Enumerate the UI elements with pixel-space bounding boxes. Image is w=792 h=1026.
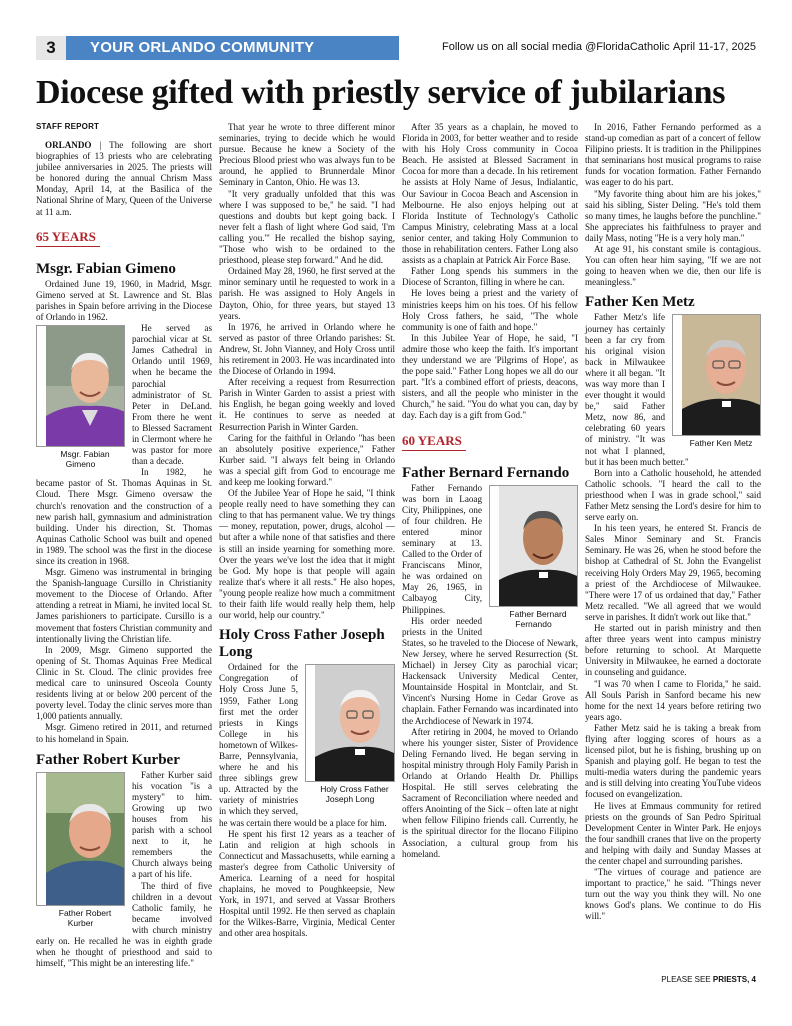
metz-caption: Father Ken Metz: [689, 438, 753, 449]
portrait-fernando: [499, 486, 578, 607]
continuation-target: PRIESTS, 4: [712, 975, 756, 984]
byline: STAFF REPORT: [36, 122, 100, 131]
gimeno-caption: Msgr. Fabian Gimeno: [60, 449, 110, 470]
fernando-caption: Father Bernard Fernando: [509, 608, 567, 629]
portrait-metz: [682, 315, 761, 436]
column-1: STAFF REPORT ORLANDO | The following are short biographies of 13 priests who are celebrating jubilee anniversaries in 2025. The priests will be honored during the annual Chrism Mass Monday, April 14, at the Basilica of the National Shrine of Mary, Queen of the Universe at 11 a.m. 65 YEARS Msgr. Fabian Gimeno Ordained June 19, 1960, in Madrid, Msgr. Gimeno served at St. Lawrence and St. Blas parishes in Spain before arriving in the Diocese of Orlando in 1962. Msgr. Fabian Gimeno He served as parochial vicar at St. James Cathedral in Orlando until 1969, when he became the parochial administrator of St. Peter in DeLand. From there he went to Blessed Sacrament in Clermont where he was pastor for more than a decade. In 1982, he became pastor of St. Thomas Aquinas in St. Cloud. There Msgr. Gimeno oversaw the church's renovation and the construction of a new parish hall, gymnasium and administration building. Under his direction, St. Thomas Aquinas Catholic School was built and opened in 1989. The school was the first in the diocese since its creation in 1968. Msgr. Gimeno was instrumental in bringing the Spanish-language Cursillo in Christianity movement to the Diocese of Orlando. After attending a retreat in Miami, he invited local St. James parishioners to participate. Cursillo is a movement that fosters Christian community and intentionally living the Christian life. In 2009, Msgr. Gimeno supported the opening of St. Thomas Aquinas Free Medical Clinic in St. Cloud. The clinic provides free medical care to uninsured Osceola County residents living at or below 200 percent of the poverty level. Today the clinic serves more than 1,000 patients annually. Msgr. Gimeno retired in 2011, and returned to his homeland in Spain. Father Robert Kurber Father Robert Kurber Father Kurber said his vocation "is a mystery" to him. Growing up two houses from his parish with a school next to it, he remembers the Church always being a part of his life. The third of five children in a devout Catholic family, he became involved with church ministry early on. He recalled he was in eighth grade when he thought of priesthood and said to himself, "This might be an interesting life.": [36, 122, 213, 969]
page-number: 3: [36, 36, 66, 60]
years-65-heading: 65 YEARS: [36, 229, 100, 247]
long-caption: Holy Cross Father Joseph Long: [320, 784, 389, 805]
metz-photo: [672, 314, 761, 448]
portrait-long: [315, 665, 395, 782]
dateline: ORLANDO: [45, 140, 92, 150]
issue-date: April 11-17, 2025: [673, 41, 756, 53]
page-header: [36, 36, 756, 60]
social-follow: Follow us on all social media @FloridaCatholic: [442, 41, 670, 53]
long-photo: [305, 664, 395, 804]
metz-name: Father Ken Metz: [585, 294, 695, 311]
continuation-line: PLEASE SEE PRIESTS, 4: [661, 975, 756, 984]
kurber-name: Father Robert Kurber: [36, 751, 180, 768]
gimeno-name: Msgr. Fabian Gimeno: [36, 260, 176, 277]
portrait-gimeno: [46, 326, 125, 447]
headline: Diocese gifted with priestly service of jubilarians: [36, 74, 726, 111]
kurber-caption: Father Robert Kurber: [58, 907, 112, 928]
long-name: Holy Cross Father Joseph Long: [219, 627, 385, 661]
intro: ORLANDO | The following are short biographies of 13 priests who are celebrating jubilee anniversaries in 2025. The priests will be honored during the annual Chrism Mass Monday, April 14, at the Basilica of the National Shrine of Mary, Queen of the Universe at 11 a.m.: [36, 140, 213, 217]
column-4: In 2016, Father Fernando performed as a stand-up comedian as part of a concert of fellow Filipino priests. It is tradition in the Philippines that seminarians host musical programs to raise funds for vocation formation. Father Fernando was eager to do his part. "My favorite thing about him are his jokes," said his sibling, Sister Deling. "He's told them so many times, he laughs before the punchline." She appreciates his faithfulness to prayer and daily Mass, noting "He is a very holy man." At age 91, his constant smile is contagious. You can often hear him saying, "If we are not going to heaven when we die, then our life is meaningless." Father Ken Metz Father Ken Metz Father Metz's life journey has certainly been a far cry from his original vision back in Milwaukee where it all began. "It was way more than I ever thought it would be," said Father Metz, now 86, and celebrating 60 years of ministry. "It was not what I planned, but it has been much better." Born into a Catholic household, he attended Catholic schools. "I heard the call to the priesthood when I was in grade school," said Father Metz sensing the Lord's desire for him to serve early on. In his teen years, he entered St. Francis de Sales Minor Seminary and St. Francis Seminary. He was 26, when he stood before the bishop at Cathedral of St. John the Evangelist receiving Holy Orders May 29, 1965, becoming a priest of the Archdiocese of Milwaukee. "There were 17 of us ordained that day," Father Metz recalled. "We all agreed that we would serve in parishes. It didn't work out like that." He started out in parish ministry and then after three years went into campus ministry before returning to school. At Marquette University in Milwaukee, he earned a doctorate in counseling and guidance. "I was 70 when I came to Florida," he said. All Souls Parish in Sanford became his new home for the next 14 years before retiring two years ago. Father Metz said he is taking a break from flying after logging scores of hours as a licensed pilot, but he is fishing, brushing up on Spanish and playing golf. He began to test the multi-media waters during the pandemic years and is still delving into creating YouTube videos focused on evangelization. He lives at Emmaus community for retired priests on the grounds of San Pedro Spiritual Development Center in Winter Park. He enjoys the four sandhill cranes that live on the property and helping with daily and Sunday Masses at the center chapel and surrounding parishes. "The virtues of courage and patience are important to practice," he said. "Things never turn out the way you think they will. No one knows God's plans. We continue to do His will.": [585, 122, 761, 923]
portrait-kurber: [46, 773, 125, 906]
section-title: YOUR ORLANDO COMMUNITY: [66, 36, 399, 60]
years-60-heading: 60 YEARS: [402, 433, 466, 451]
fernando-photo: [489, 485, 578, 629]
kurber-photo: [36, 772, 125, 928]
fernando-name: Father Bernard Fernando: [402, 464, 570, 481]
gimeno-photo: [36, 325, 125, 469]
column-3: After 35 years as a chaplain, he moved to Florida in 2003, for better weather and to reside with his Holy Cross community in Cocoa Beach. He assisted at Blessed Sacrament in Cocoa for more than a decade. In his retirement he assists at Holy Name of Jesus, Indialantic, Our Saviour in Cocoa Beach and Ascension in Melbourne. He also enjoys helping out at Florida Institute of Technology's Catholic Campus Ministry, celebrating Mass at a local senior center, and taking Holy Communion to those in rehabilitation centers. Father Long also assists as a chaplain at Patrick Air Force Base. Father Long spends his summers in the Diocese of Scranton, filling in where he can. He loves being a priest and the variety of ministries keeps him on his toes. Of his fellow Holy Cross fathers, he said, "The whole community is one of faith and hope." In this Jubilee Year of Hope, he said, "I admire those who keep the faith. It's important they understand we are 'Pilgrims of Hope', as the pope said." Father Long hopes we all do our part. "It's a combined effort of priests, deacons, sisters, and all the people who minister in the Church," he said. "You do what you can, day by day. Each day is a gift from God." 60 YEARS Father Bernard Fernando Father Bernard Fernando Father Fernando was born in Laoag City, Philippines, one of four children. He entered minor seminary at 13. Called to the Order of Franciscans Minor, he was ordained on May 26, 1965, in Calbayog City, Philippines. His order needed priests in the United States, so he traveled to the Diocese of Newark, New Jersey, where he served Resurrection (St. Michael) in Jersey City as parochial vicar; Hackensack University Medical Center, Mountainside Hospital in Montclair, and St. Vincent's Nursing Home in Cedar Grove as chaplain. Father Fernando was incardinated into the Archdiocese of Newark in 1974. After retiring in 2004, he moved to Orlando where his younger sister, Sister of Providence Deling Fernando lived. He began serving in hospital ministry through Holy Family Parish in Orlando at Orlando Health Dr. Phillips Hospital. He still serves celebrating the Sacrament of Reconciliation where needed and offers Anointing of the Sick – often late at night when fellow Filipino friends call. Currently, he is the spiritual director for the Ilocano Filipino Association, a cultural group from his homeland.: [402, 122, 578, 860]
column-2: That year he wrote to three different minor seminaries, trying to decide which he would pursue. Because he knew a Society of the Precious Blood priest who was always fun to be around, he applied to Brunnerdale Minor Seminary in Canton, Ohio. He was 13. "It very gradually unfolded that this was where I was supposed to be," he said. "I had questions and doubts but kept going back. I never felt a flash of light where God said, 'I'm calling you.'" He recalled the bishop saying, "Those who wish to be ordained to the priesthood, please step forward." And he did. Ordained May 28, 1960, he first served at the minor seminary until he requested to work in a parish. He was assigned to Holy Angels in Dayton, Ohio, for three years, but stayed 13 years. In 1976, he arrived in Orlando where he served as pastor of three Orlando parishes: St. Andrew, St. John Vianney, and Holy Cross until his retirement in 2003. He was incardinated into the Diocese of Orlando in 1994. After receiving a request from Resurrection Parish in Winter Garden to assist a priest with his English, he began going weekly and loved it. He continues to serve as needed at Resurrection Parish in Winter Garden. Caring for the faithful in Orlando "has been an absolutely positive experience," Father Kurber said. "I always felt being in Orlando was a special gift from God to encourage me and keep me looking forward." Of the Jubilee Year of Hope he said, "I think people really need to have something they can cling to that has permanent value. We try things — money, reputation, power, drugs, alcohol — but after a while none of that satisfies and there is still an inside yearning for something more. Over the years we've lost the idea that it might be God. My hope is that people will again realize that's where it all rests." He also hopes, "young people realize how much a commitment to their faith life would really help them, help our world, help our country." Holy Cross Father Joseph Long Holy Cross Father Joseph Long Ordained for the Congregation of Holy Cross June 5, 1959, Father Long first met the order priests in Kings College in his hometown of Wilkes-Barre, Pennsylvania, where he and his three siblings grew up. Attracted by the variety of ministries in which they served, he was certain there would be a place for him. He spent his first 12 years as a teacher of Latin and religion at high schools in Connecticut and Massachusetts, while earning a master's degree from Catholic University of America. Learning of a need for hospital chaplains, he moved to Poughkeepsie, New York, in 1971, and served at Vassar Brothers Hospital until 1992. He then served as chaplain for the Wilkes-Barre, Virginia, Medical Center and other area hospitals.: [219, 122, 395, 940]
